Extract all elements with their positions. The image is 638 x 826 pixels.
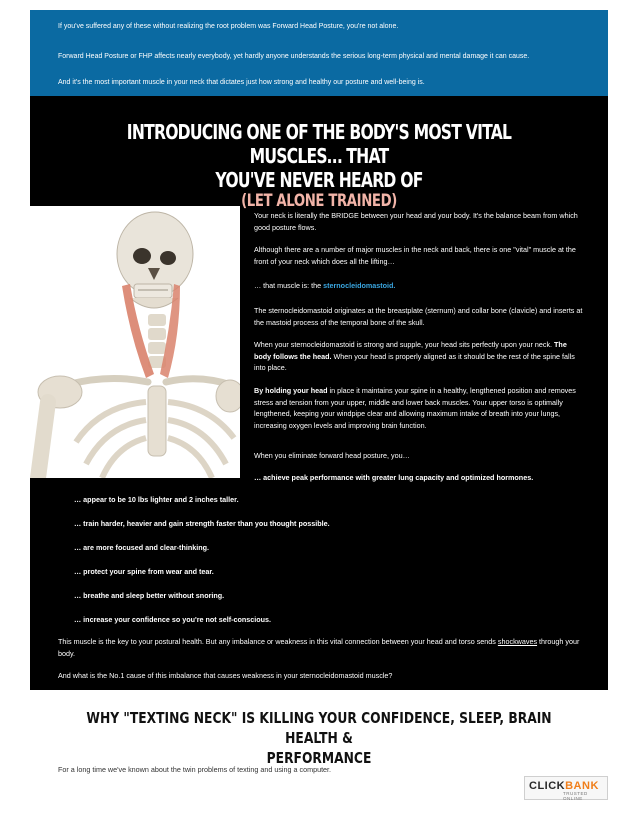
intro-paragraph-2: Forward Head Posture or FHP affects nearly everybody, yet hardly anyone understands the serious long-term physical and mental damage it can cause. — [58, 53, 530, 60]
clickbank-badge[interactable] — [524, 776, 608, 800]
benefit-item: … are more focused and clear-thinking. — [74, 543, 209, 552]
benefit-item: … increase your confidence so you're not self-conscious. — [74, 615, 272, 624]
section-headline — [94, 120, 545, 210]
benefit-item: … breathe and sleep better without snoring. — [74, 591, 225, 600]
intro-paragraph-1: If you've suffered any of these without realizing the root problem was Forward Head Posture, you're not alone. — [58, 23, 399, 30]
benefit-item: … train harder, heavier and gain strength faster than you thought possible. — [74, 519, 330, 528]
muscle-section — [30, 96, 608, 690]
clickbank-logo: CLICKBANK — [529, 780, 599, 792]
p6-bold: By holding your head — [254, 386, 328, 395]
intro-band — [30, 10, 608, 96]
p5-bold: The body follows the head. — [254, 340, 567, 361]
closing-paragraph-2: And what is the No.1 cause of this imbalance that causes weakness in your sternocleidomastoid muscle? — [58, 671, 393, 680]
benefit-item: … protect your spine from wear and tear. — [74, 567, 214, 576]
bottom-paragraph: For a long time we've known about the twin problems of texting and using a computer. — [58, 765, 332, 774]
p5-text: When your sternocleidomastoid is strong and supple, your head sits perfectly upon your neck. — [254, 340, 555, 349]
neck-skeleton-image — [30, 206, 240, 478]
sternocleidomastoid-link[interactable]: sternocleidomastoid. — [323, 281, 396, 290]
headline2-line-2: PERFORMANCE — [266, 749, 372, 767]
article-paragraph-4: The sternocleidomastoid originates at the breastplate (sternum) and collar bone (clavicle) and inserts at the mastoid process of the temporal bone of the skull. — [254, 306, 583, 327]
p6-rest: in place it maintains your spine in a healthy, lengthened position and removes stress and tension from your upper, middle and lower back muscles. Your upper torso is optimally lengthened, keeping your windpipe clear and allowing maximum intake of breath into your lungs, increasing oxygen levels and improving brain function. — [254, 386, 576, 430]
benefit-item: … appear to be 10 lbs lighter and 2 inches taller. — [74, 495, 239, 504]
muscle-intro-text: … that muscle is: the — [254, 281, 324, 290]
headline-line-1: INTRODUCING ONE OF THE BODY'S MOST VITAL MUSCLES… THAT — [126, 120, 512, 168]
headline-subtitle: (LET ALONE TRAINED) — [241, 191, 397, 211]
skeleton-illustration-icon — [30, 206, 240, 478]
article-paragraph-6 — [254, 385, 584, 431]
closing-paragraph-1 — [58, 636, 588, 659]
article-paragraph-5 — [254, 339, 584, 374]
texting-neck-headline — [82, 708, 556, 768]
intro-paragraph-3: And it's the most important muscle in your neck that dictates just how strong and healthy our posture and well-being is. — [58, 79, 425, 86]
article-paragraph-1: Your neck is literally the BRIDGE between your head and your body. It's the balance beam from which good posture flows. — [254, 211, 578, 232]
clickbank-tagline: TRUSTED ONLINE — [563, 791, 588, 801]
closing-p1-a: This muscle is the key to your postural health. But any imbalance or weakness in this vital connection between your head and torso sends — [58, 637, 498, 646]
headline-line-2: YOU'VE NEVER HEARD OF — [215, 168, 423, 192]
p5-rest: When your head is properly aligned as it should be the rest of the spine falls into place. — [254, 351, 575, 372]
article-paragraph-7: When you eliminate forward head posture, you… — [254, 451, 410, 460]
article-paragraph-8: … achieve peak performance with greater lung capacity and optimized hormones. — [254, 473, 534, 482]
article-paragraph-3 — [254, 280, 584, 292]
shockwaves-link[interactable]: shockwaves — [497, 637, 538, 646]
closing-p1-b: through your body. — [58, 637, 580, 658]
headline2-line-1: WHY "TEXTING NECK" IS KILLING YOUR CONFIDENCE, SLEEP, BRAIN HEALTH & — [86, 709, 552, 747]
article-paragraph-2: Although there are a number of major muscles in the neck and back, there is one "vital" muscle at the front of your neck which does all the lifting… — [254, 245, 576, 266]
